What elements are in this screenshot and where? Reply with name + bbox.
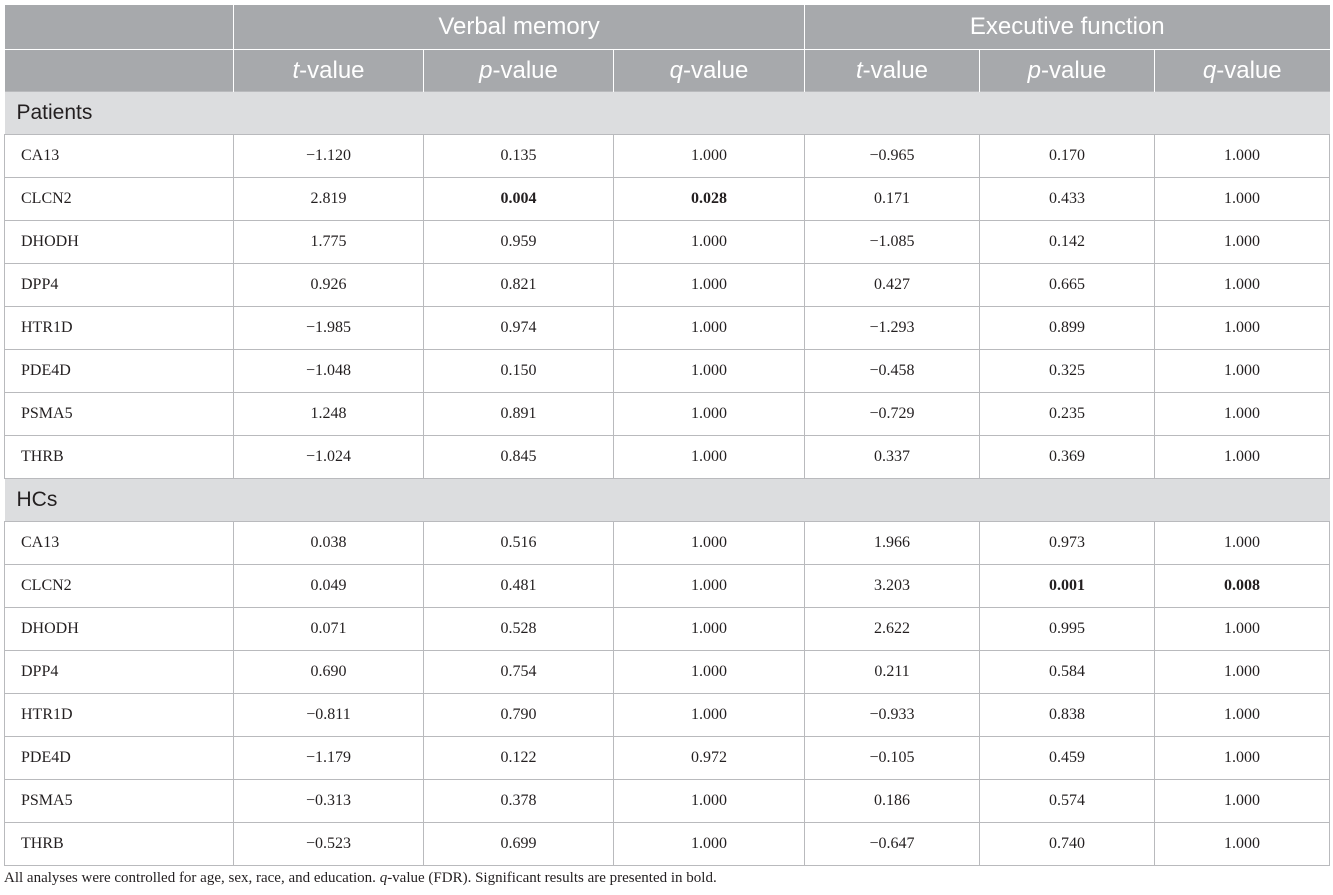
ef-q-cell: 1.000 <box>1155 608 1330 651</box>
gene-cell: DHODH <box>5 221 234 264</box>
vm-t-cell: −0.313 <box>234 780 424 823</box>
ef-p-cell: 0.838 <box>980 694 1155 737</box>
vm-p-cell: 0.150 <box>424 350 614 393</box>
gene-cell: PSMA5 <box>5 393 234 436</box>
header-italic-letter: p <box>1027 56 1041 84</box>
ef-t-cell: 0.337 <box>805 436 980 479</box>
table-row <box>5 823 1330 866</box>
ef-p-cell: 0.899 <box>980 307 1155 350</box>
ef-q-cell: 1.000 <box>1155 737 1330 780</box>
table-row <box>5 264 1330 307</box>
section-label: Patients <box>5 92 1330 135</box>
ef-q-cell: 1.000 <box>1155 522 1330 565</box>
header-suffix: -value <box>299 56 365 84</box>
ef-t-cell: 0.186 <box>805 780 980 823</box>
gene-cell: DHODH <box>5 608 234 651</box>
ef-t-cell: 0.427 <box>805 264 980 307</box>
table-row <box>5 350 1330 393</box>
ef-t-cell: 3.203 <box>805 565 980 608</box>
header-italic-letter: q <box>669 56 683 84</box>
header-italic-letter: t <box>855 56 863 84</box>
footnote-text: All analyses were controlled for age, sex, race, and education. <box>4 870 380 886</box>
table-row <box>5 737 1330 780</box>
vm-p-cell: 0.528 <box>424 608 614 651</box>
results-table <box>4 5 1330 866</box>
footnote-italic-q: q <box>379 870 388 886</box>
vm-q-cell: 1.000 <box>614 608 805 651</box>
vm-p-cell: 0.790 <box>424 694 614 737</box>
ef-q-cell: 1.000 <box>1155 393 1330 436</box>
vm-t-cell: 1.248 <box>234 393 424 436</box>
table-row <box>5 694 1330 737</box>
vm-t-cell: −1.985 <box>234 307 424 350</box>
section-label: HCs <box>5 479 1330 522</box>
header-empty-cell <box>5 5 234 50</box>
ef-p-cell: 0.740 <box>980 823 1155 866</box>
table-row <box>5 780 1330 823</box>
vm-t-cell: −1.048 <box>234 350 424 393</box>
ef-t-cell: −0.729 <box>805 393 980 436</box>
header-sub-row <box>5 50 1330 92</box>
header-ef-t-value <box>805 50 980 92</box>
header-suffix: -value <box>1216 56 1282 84</box>
ef-p-cell: 0.001 <box>980 565 1155 608</box>
table-row <box>5 307 1330 350</box>
vm-q-cell: 1.000 <box>614 436 805 479</box>
ef-q-cell: 0.008 <box>1155 565 1330 608</box>
table-row <box>5 651 1330 694</box>
header-suffix: -value <box>683 56 749 84</box>
vm-p-cell: 0.516 <box>424 522 614 565</box>
vm-t-cell: 0.071 <box>234 608 424 651</box>
header-group-executive-function: Executive function <box>805 5 1330 50</box>
gene-cell: CA13 <box>5 135 234 178</box>
ef-q-cell: 1.000 <box>1155 651 1330 694</box>
gene-cell: CA13 <box>5 522 234 565</box>
ef-t-cell: −0.933 <box>805 694 980 737</box>
vm-t-cell: −1.024 <box>234 436 424 479</box>
vm-p-cell: 0.845 <box>424 436 614 479</box>
vm-p-cell: 0.891 <box>424 393 614 436</box>
ef-p-cell: 0.459 <box>980 737 1155 780</box>
gene-cell: PDE4D <box>5 737 234 780</box>
vm-t-cell: 1.775 <box>234 221 424 264</box>
vm-q-cell: 1.000 <box>614 135 805 178</box>
header-vm-p-value <box>424 50 614 92</box>
ef-q-cell: 1.000 <box>1155 221 1330 264</box>
vm-p-cell: 0.481 <box>424 565 614 608</box>
ef-q-cell: 1.000 <box>1155 780 1330 823</box>
section-header-row <box>5 92 1330 135</box>
ef-p-cell: 0.665 <box>980 264 1155 307</box>
header-group-verbal-memory: Verbal memory <box>234 5 805 50</box>
gene-cell: PDE4D <box>5 350 234 393</box>
table-row <box>5 522 1330 565</box>
ef-p-cell: 0.235 <box>980 393 1155 436</box>
vm-q-cell: 1.000 <box>614 823 805 866</box>
ef-t-cell: −1.293 <box>805 307 980 350</box>
ef-q-cell: 1.000 <box>1155 264 1330 307</box>
vm-t-cell: 0.690 <box>234 651 424 694</box>
vm-p-cell: 0.974 <box>424 307 614 350</box>
vm-q-cell: 1.000 <box>614 694 805 737</box>
ef-q-cell: 1.000 <box>1155 694 1330 737</box>
vm-t-cell: 0.049 <box>234 565 424 608</box>
vm-q-cell: 1.000 <box>614 651 805 694</box>
vm-t-cell: −0.523 <box>234 823 424 866</box>
vm-q-cell: 1.000 <box>614 350 805 393</box>
vm-p-cell: 0.122 <box>424 737 614 780</box>
ef-p-cell: 0.325 <box>980 350 1155 393</box>
ef-p-cell: 0.574 <box>980 780 1155 823</box>
vm-q-cell: 1.000 <box>614 307 805 350</box>
ef-q-cell: 1.000 <box>1155 823 1330 866</box>
results-table-container <box>4 5 1329 866</box>
gene-cell: CLCN2 <box>5 565 234 608</box>
vm-t-cell: 2.819 <box>234 178 424 221</box>
vm-p-cell: 0.821 <box>424 264 614 307</box>
vm-p-cell: 0.754 <box>424 651 614 694</box>
ef-t-cell: 0.211 <box>805 651 980 694</box>
vm-t-cell: 0.926 <box>234 264 424 307</box>
vm-t-cell: −1.179 <box>234 737 424 780</box>
header-italic-letter: p <box>479 56 493 84</box>
ef-p-cell: 0.433 <box>980 178 1155 221</box>
ef-p-cell: 0.142 <box>980 221 1155 264</box>
vm-q-cell: 1.000 <box>614 264 805 307</box>
header-italic-letter: q <box>1202 56 1217 84</box>
vm-t-cell: −0.811 <box>234 694 424 737</box>
table-row <box>5 135 1330 178</box>
vm-q-cell: 1.000 <box>614 565 805 608</box>
table-row <box>5 608 1330 651</box>
table-row <box>5 436 1330 479</box>
vm-q-cell: 0.972 <box>614 737 805 780</box>
header-ef-p-value <box>980 50 1155 92</box>
vm-p-cell: 0.959 <box>424 221 614 264</box>
table-footnote <box>4 870 717 887</box>
section-header-row <box>5 479 1330 522</box>
vm-t-cell: −1.120 <box>234 135 424 178</box>
ef-t-cell: −0.458 <box>805 350 980 393</box>
ef-p-cell: 0.995 <box>980 608 1155 651</box>
ef-q-cell: 1.000 <box>1155 350 1330 393</box>
vm-p-cell: 0.135 <box>424 135 614 178</box>
ef-t-cell: −1.085 <box>805 221 980 264</box>
ef-t-cell: 0.171 <box>805 178 980 221</box>
header-ef-q-value <box>1155 50 1330 92</box>
vm-q-cell: 1.000 <box>614 780 805 823</box>
vm-p-cell: 0.378 <box>424 780 614 823</box>
table-body <box>5 92 1330 866</box>
ef-t-cell: −0.105 <box>805 737 980 780</box>
table-header <box>5 5 1330 92</box>
ef-q-cell: 1.000 <box>1155 307 1330 350</box>
vm-q-cell: 0.028 <box>614 178 805 221</box>
header-empty-cell <box>5 50 234 92</box>
ef-t-cell: 2.622 <box>805 608 980 651</box>
header-group-row <box>5 5 1330 50</box>
gene-cell: DPP4 <box>5 651 234 694</box>
vm-p-cell: 0.004 <box>424 178 614 221</box>
header-suffix: -value <box>862 56 929 84</box>
ef-t-cell: −0.647 <box>805 823 980 866</box>
table-row <box>5 565 1330 608</box>
vm-p-cell: 0.699 <box>424 823 614 866</box>
header-suffix: -value <box>1041 56 1107 84</box>
ef-q-cell: 1.000 <box>1155 178 1330 221</box>
ef-q-cell: 1.000 <box>1155 135 1330 178</box>
vm-q-cell: 1.000 <box>614 221 805 264</box>
gene-cell: HTR1D <box>5 307 234 350</box>
table-row <box>5 393 1330 436</box>
gene-cell: PSMA5 <box>5 780 234 823</box>
gene-cell: DPP4 <box>5 264 234 307</box>
vm-q-cell: 1.000 <box>614 393 805 436</box>
gene-cell: HTR1D <box>5 694 234 737</box>
ef-p-cell: 0.369 <box>980 436 1155 479</box>
vm-q-cell: 1.000 <box>614 522 805 565</box>
ef-t-cell: 1.966 <box>805 522 980 565</box>
gene-cell: THRB <box>5 823 234 866</box>
gene-cell: CLCN2 <box>5 178 234 221</box>
ef-p-cell: 0.584 <box>980 651 1155 694</box>
gene-cell: THRB <box>5 436 234 479</box>
footnote-text-end: -value (FDR). Significant results are presented in bold. <box>387 870 717 886</box>
vm-t-cell: 0.038 <box>234 522 424 565</box>
header-italic-letter: t <box>292 56 300 84</box>
header-vm-q-value <box>614 50 805 92</box>
header-vm-t-value <box>234 50 424 92</box>
table-row <box>5 178 1330 221</box>
table-row <box>5 221 1330 264</box>
header-suffix: -value <box>492 56 558 84</box>
ef-p-cell: 0.170 <box>980 135 1155 178</box>
ef-p-cell: 0.973 <box>980 522 1155 565</box>
ef-q-cell: 1.000 <box>1155 436 1330 479</box>
ef-t-cell: −0.965 <box>805 135 980 178</box>
